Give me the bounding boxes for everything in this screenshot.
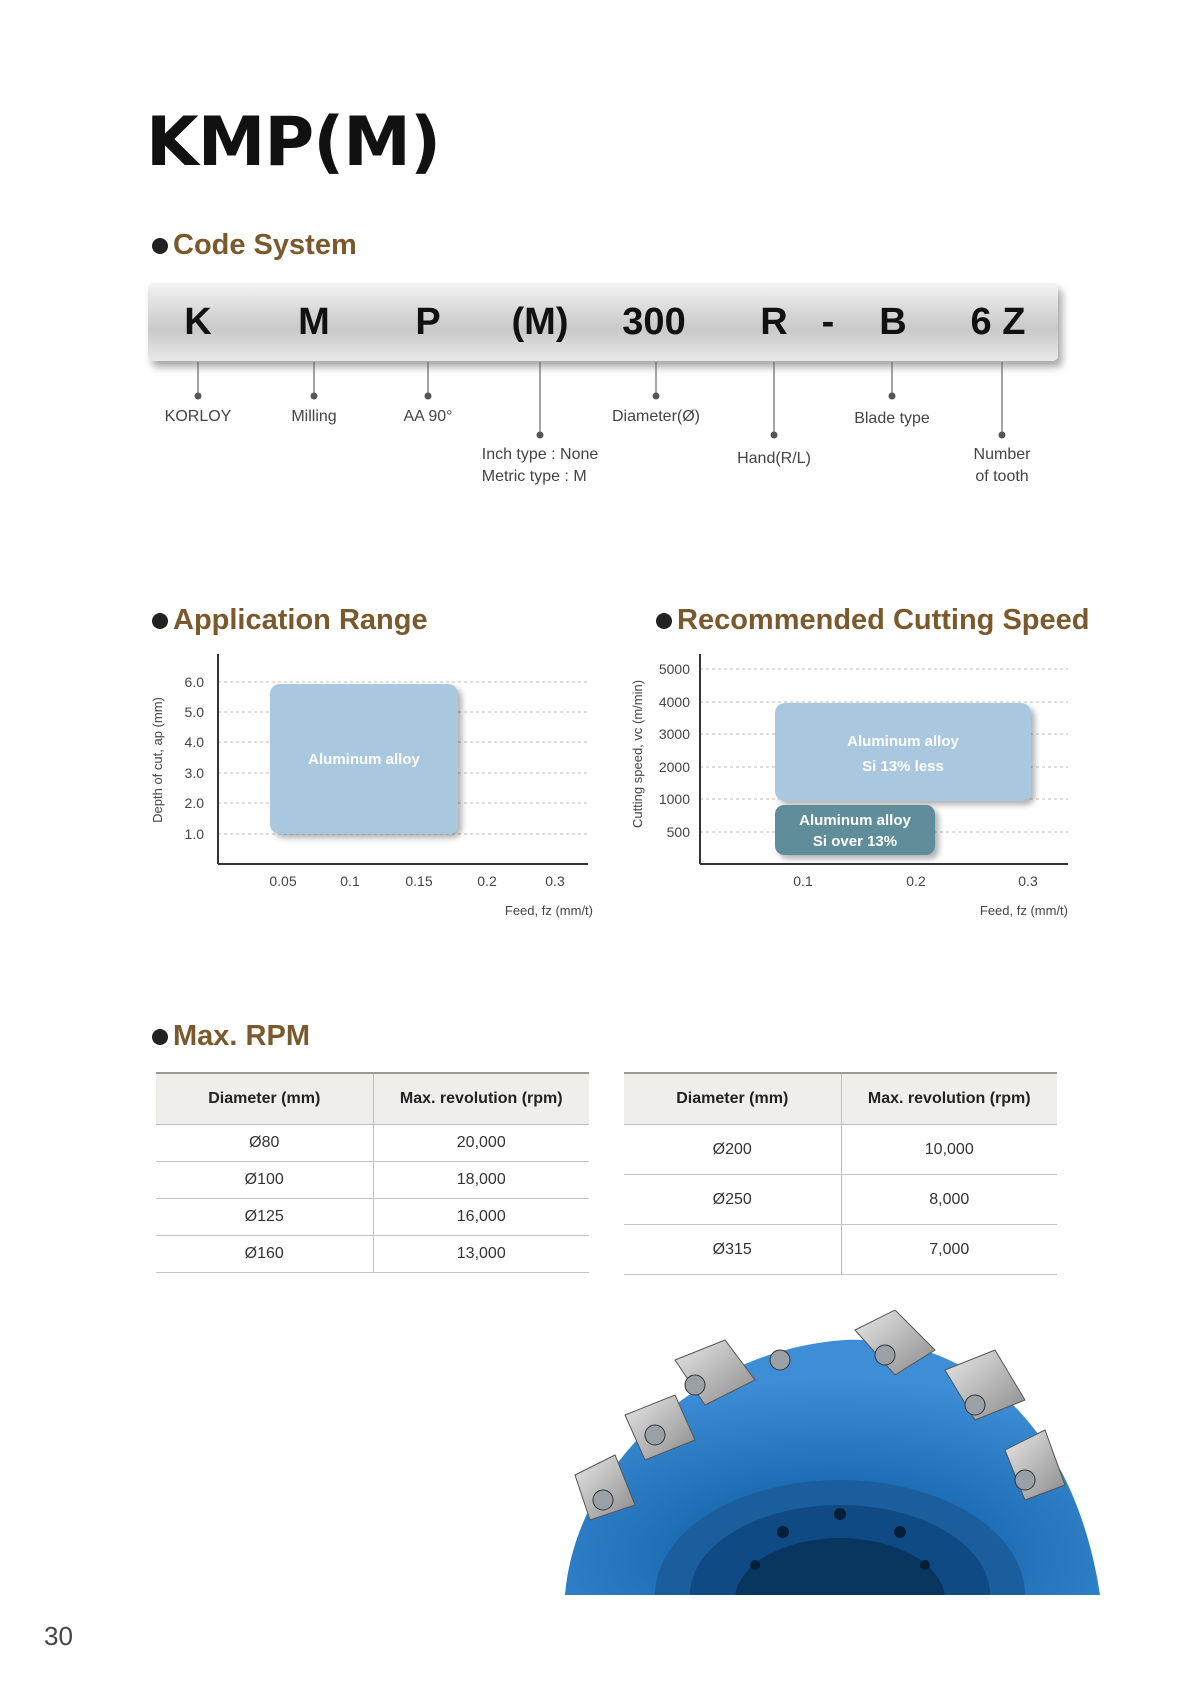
code-letter: K bbox=[184, 301, 212, 343]
rpm-table-left bbox=[156, 1072, 589, 1273]
cutting-speed-heading-text: Recommended Cutting Speed bbox=[677, 604, 1090, 636]
cutting-speed-chart bbox=[620, 640, 1075, 925]
code-letter: 6 Z bbox=[970, 301, 1026, 343]
app-y-tick: 6.0 bbox=[184, 674, 204, 690]
code-label-milling: Milling bbox=[291, 408, 337, 425]
app-x-tick: 0.3 bbox=[545, 873, 565, 889]
code-label-aa90: AA 90° bbox=[403, 408, 453, 425]
diameter-cell: Ø200 bbox=[624, 1125, 841, 1175]
app-x-tick: 0.1 bbox=[340, 873, 360, 889]
speed-y-label: Cutting speed, vc (m/min) bbox=[630, 679, 645, 829]
region-si-over-13-label-2: Si over 13% bbox=[812, 833, 898, 850]
bullet-icon bbox=[656, 613, 672, 629]
code-letter: - bbox=[821, 301, 835, 343]
diameter-cell: Ø250 bbox=[624, 1175, 841, 1225]
page-title: KMP(M) bbox=[146, 103, 441, 182]
diameter-cell: Ø160 bbox=[156, 1236, 373, 1273]
rpm-cell: 13,000 bbox=[373, 1236, 589, 1273]
app-x-tick: 0.2 bbox=[477, 873, 497, 889]
code-label-inch: Inch type : None bbox=[481, 446, 599, 463]
table-row bbox=[156, 1162, 589, 1199]
page-number: 30 bbox=[44, 1621, 73, 1651]
app-y-tick: 4.0 bbox=[184, 734, 204, 750]
speed-y-tick: 3000 bbox=[658, 726, 690, 742]
code-letter: P bbox=[415, 301, 441, 343]
app-y-tick: 3.0 bbox=[184, 765, 204, 781]
column-header-diameter: Diameter (mm) bbox=[156, 1073, 373, 1125]
app-x-tick: 0.05 bbox=[269, 873, 297, 889]
table-header-row bbox=[156, 1073, 589, 1125]
speed-y-tick: 2000 bbox=[658, 759, 690, 775]
application-range-chart bbox=[140, 640, 600, 925]
speed-y-tick: 4000 bbox=[658, 694, 690, 710]
region-si-13-less-label-2: Si 13% less bbox=[862, 758, 944, 775]
code-letter: 300 bbox=[622, 301, 686, 343]
max-rpm-heading-text: Max. RPM bbox=[173, 1020, 310, 1052]
diameter-cell: Ø80 bbox=[156, 1125, 373, 1162]
code-label-tooth bbox=[974, 444, 1031, 488]
table-row bbox=[156, 1236, 589, 1273]
app-y-tick: 5.0 bbox=[184, 704, 204, 720]
region-si-13-less-label-1: Aluminum alloy bbox=[847, 733, 959, 750]
code-label-inch-metric bbox=[482, 444, 599, 488]
column-header-diameter: Diameter (mm) bbox=[624, 1073, 841, 1125]
rpm-table-right bbox=[624, 1072, 1057, 1275]
table-row bbox=[156, 1199, 589, 1236]
speed-y-tick: 5000 bbox=[658, 661, 690, 677]
app-y-tick: 2.0 bbox=[184, 795, 204, 811]
column-header-max-revolution: Max. revolution (rpm) bbox=[841, 1073, 1057, 1125]
max-rpm-heading bbox=[152, 1020, 310, 1053]
rpm-cell: 18,000 bbox=[373, 1162, 589, 1199]
cutting-speed-heading bbox=[656, 604, 1090, 637]
diameter-cell: Ø125 bbox=[156, 1199, 373, 1236]
code-system-heading-text: Code System bbox=[173, 229, 357, 261]
code-letter: R bbox=[760, 301, 788, 343]
code-label-diameter: Diameter(Ø) bbox=[611, 408, 701, 425]
table-header-row bbox=[624, 1073, 1057, 1125]
bullet-icon bbox=[152, 1029, 168, 1045]
app-y-tick: 1.0 bbox=[184, 826, 204, 842]
diameter-cell: Ø100 bbox=[156, 1162, 373, 1199]
rpm-cell: 10,000 bbox=[841, 1125, 1057, 1175]
column-header-max-revolution: Max. revolution (rpm) bbox=[373, 1073, 589, 1125]
app-y-label: Depth of cut, ap (mm) bbox=[150, 697, 165, 823]
application-range-heading-text: Application Range bbox=[173, 604, 428, 636]
region-si-13-less bbox=[775, 703, 1031, 801]
app-x-label: Feed, fz (mm/t) bbox=[504, 903, 593, 918]
code-letter: B bbox=[879, 301, 907, 343]
code-label-metric: Metric type : M bbox=[481, 468, 587, 485]
table-row bbox=[156, 1125, 589, 1162]
application-range-heading bbox=[152, 604, 428, 637]
code-label-korloy: KORLOY bbox=[164, 408, 232, 425]
diameter-cell: Ø315 bbox=[624, 1225, 841, 1275]
code-label-hand: Hand(R/L) bbox=[737, 450, 811, 467]
code-label-tooth-line1: Number bbox=[973, 446, 1031, 463]
rpm-cell: 16,000 bbox=[373, 1199, 589, 1236]
table-row bbox=[624, 1175, 1057, 1225]
speed-y-tick: 1000 bbox=[658, 791, 690, 807]
speed-x-label: Feed, fz (mm/t) bbox=[979, 903, 1068, 918]
app-x-tick: 0.15 bbox=[405, 873, 433, 889]
region-si-over-13-label-1: Aluminum alloy bbox=[799, 812, 911, 829]
rpm-cell: 7,000 bbox=[841, 1225, 1057, 1275]
milling-cutter-image bbox=[555, 1310, 1115, 1600]
speed-x-tick: 0.1 bbox=[793, 873, 813, 889]
table-row bbox=[624, 1125, 1057, 1175]
table-row bbox=[624, 1225, 1057, 1275]
speed-x-tick: 0.3 bbox=[1018, 873, 1038, 889]
code-letter: M bbox=[298, 301, 330, 343]
rpm-cell: 20,000 bbox=[373, 1125, 589, 1162]
code-label-blade: Blade type bbox=[854, 410, 930, 427]
region-aluminum-alloy-label: Aluminum alloy bbox=[308, 751, 420, 768]
speed-y-tick: 500 bbox=[666, 824, 690, 840]
code-connectors bbox=[0, 0, 1200, 520]
code-letter: (M) bbox=[511, 301, 569, 343]
speed-x-tick: 0.2 bbox=[906, 873, 926, 889]
bullet-icon bbox=[152, 613, 168, 629]
rpm-cell: 8,000 bbox=[841, 1175, 1057, 1225]
code-label-tooth-line2: of tooth bbox=[975, 468, 1029, 485]
